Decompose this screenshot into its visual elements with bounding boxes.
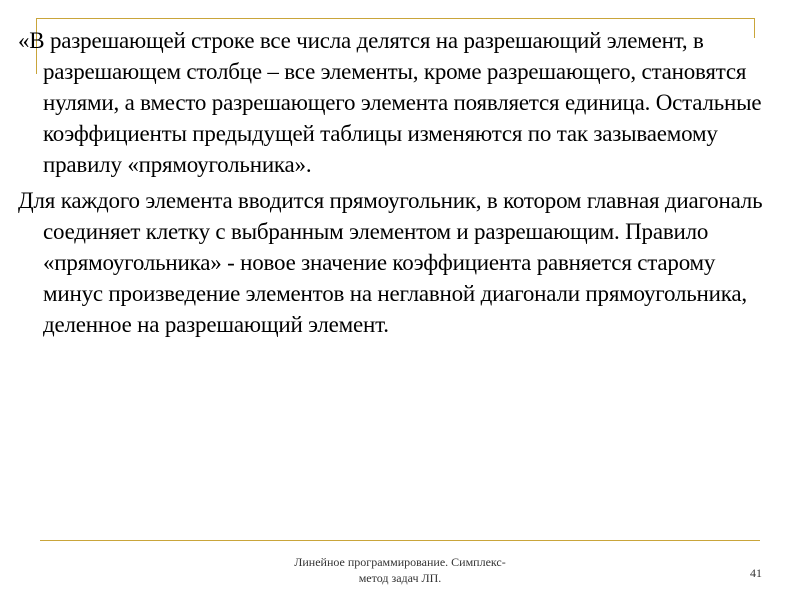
paragraph-2: Для каждого элемента вводится прямоугольник, в котором главная диагональ соединяет клетку с выбранным элементом и разрешающим. Правило «прямоугольника» - новое значение коэффициента равняется старому минус произведение элементов на неглавной диагонали прямоугольника, деленное на разрешающий элемент. — [18, 188, 763, 337]
footer-title — [250, 554, 550, 586]
footer-title-line-1: Линейное программирование. Симплекс- — [294, 555, 506, 569]
footer-title-line-2: метод задач ЛП. — [358, 571, 442, 585]
footer-divider — [40, 540, 760, 541]
frame-line-top — [36, 18, 754, 19]
page-number: 41 — [750, 566, 762, 580]
paragraph-1: «В разрешающей строке все числа делятся на разрешающий элемент, в разрешающем столбце – все элементы, кроме разрешающего, становятся нулями, а вместо разрешающего элемента появляется единица. Остальные коэффициенты предыдущей таблицы изменяются по так зазываемому правилу «прямоугольника». — [18, 28, 762, 177]
slide-body — [18, 25, 778, 345]
